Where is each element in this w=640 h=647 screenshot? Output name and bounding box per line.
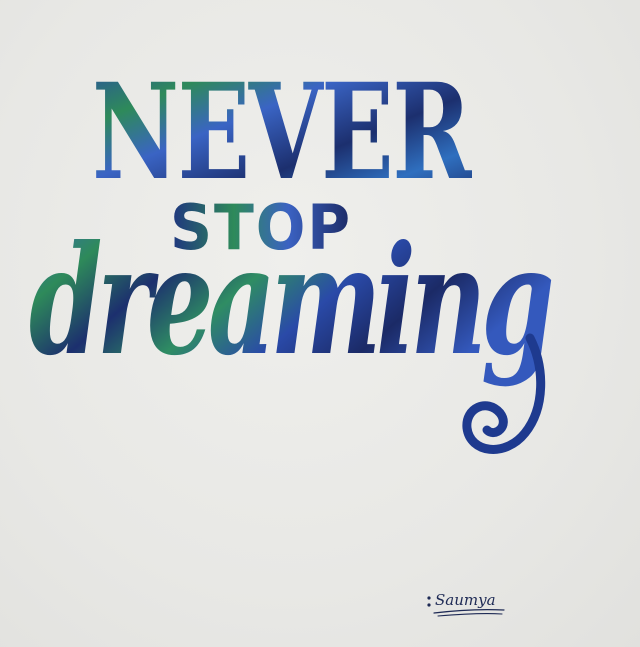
signature-underline-1 <box>434 610 504 613</box>
signature-name: Saumya <box>435 591 496 609</box>
lettering-dreaming <box>25 213 570 468</box>
lettering-dreaming-text: dreaming <box>29 213 552 389</box>
lettering-never-text: NEVER <box>92 55 473 210</box>
signature-underline-2 <box>438 614 502 616</box>
signature-dot-bottom <box>427 603 430 606</box>
artist-signature <box>424 585 524 625</box>
signature-dot-top <box>427 596 430 599</box>
lettering-never <box>92 46 473 210</box>
lettering-stop-text: STOP <box>170 191 352 264</box>
